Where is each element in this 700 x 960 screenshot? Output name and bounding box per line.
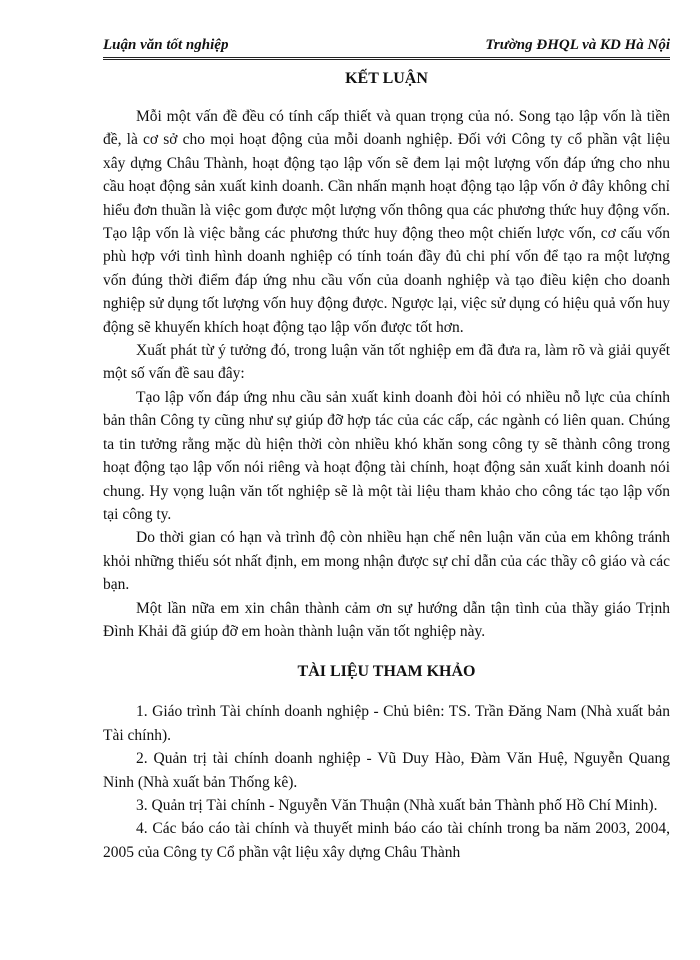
- page-content: [103, 68, 670, 864]
- conclusion-body: [103, 105, 670, 643]
- conclusion-paragraph: Xuất phát từ ý tưởng đó, trong luận văn tốt nghiệp em đã đưa ra, làm rõ và giải quyết một số vấn đề sau đây:: [103, 342, 670, 383]
- reference-item: 2. Quản trị tài chính doanh nghiệp - Vũ Duy Hào, Đàm Văn Huệ, Nguyễn Quang Ninh (Nhà xuất bản Thống kê).: [103, 750, 670, 791]
- references-title: TÀI LIỆU THAM KHẢO: [297, 663, 476, 681]
- reference-item: 3. Quản trị Tài chính - Nguyễn Văn Thuận (Nhà xuất bản Thành phố Hồ Chí Minh).: [136, 796, 658, 814]
- conclusion-paragraph: Do thời gian có hạn và trình độ còn nhiều hạn chế nên luận văn của em không tránh khỏi những thiếu sót nhất định, em mong nhận được sự chỉ dẫn của các thầy cô giáo và các bạn.: [103, 529, 670, 594]
- references-list: [103, 700, 670, 864]
- conclusion-paragraph: Một lần nữa em xin chân thành cảm ơn sự hướng dẫn tận tình của thầy giáo Trịnh Đình Khải đã giúp đỡ em hoàn thành luận văn tốt nghiệp này.: [103, 599, 670, 640]
- page-header: [103, 35, 670, 60]
- header-right-text: Trường ĐHQL và KD Hà Nội: [485, 37, 670, 53]
- conclusion-paragraph: Mỗi một vấn đề đều có tính cấp thiết và quan trọng của nó. Song tạo lập vốn là tiền đề, là cơ sở cho mọi hoạt động của mỗi doanh nghiệp. Đối với Công ty cổ phần vật liệu xây dựng Châu Thành, hoạt động tạo lập vốn sẽ đem lại một lượng vốn đáp ứng cho nhu cầu hoạt động sản xuất kinh doanh. Cần nhấn mạnh hoạt động tạo lập vốn ở đây không chỉ hiểu đơn thuần là việc gom được một lượng vốn thông qua các phương thức huy động vốn. Tạo lập vốn là việc bằng các phương thức huy động theo một chiến lược vốn, cơ cấu vốn phù hợp với tình hình doanh nghiệp có tính toán đầy đủ chi phí vốn để tạo ra một lượng vốn đúng thời điểm đáp ứng nhu cầu vốn của doanh nghiệp và tạo điều kiện cho doanh nghiệp sử dụng tốt lượng vốn huy động được. Ngược lại, việc sử dụng có hiệu quả vốn huy động sẽ khuyến khích hoạt động tạo lập vốn được tốt hơn.: [103, 108, 670, 336]
- header-left-text: Luận văn tốt nghiệp: [103, 37, 229, 53]
- reference-item: 4. Các báo cáo tài chính và thuyết minh báo cáo tài chính trong ba năm 2003, 2004, 2005 của Công ty Cổ phần vật liệu xây dựng Châu Thành: [103, 820, 670, 861]
- conclusion-paragraph: Tạo lập vốn đáp ứng nhu cầu sản xuất kinh doanh đòi hỏi có nhiều nỗ lực của chính bản thân Công ty cũng như sự giúp đỡ hợp tác của các cấp, các ngành có liên quan. Chúng ta tin tưởng rằng mặc dù hiện thời còn nhiều khó khăn song công ty sẽ thành công trong hoạt động tạo lập vốn nói riêng và hoạt động tài chính, hoạt động sản xuất kinh doanh nói chung. Hy vọng luận văn tốt nghiệp sẽ là một tài liệu tham khảo cho công tác tạo lập vốn tại công ty.: [103, 388, 670, 523]
- conclusion-title: KẾT LUẬN: [345, 70, 428, 87]
- reference-item: 1. Giáo trình Tài chính doanh nghiệp - Chủ biên: TS. Trần Đăng Nam (Nhà xuất bản Tài chính).: [103, 703, 670, 744]
